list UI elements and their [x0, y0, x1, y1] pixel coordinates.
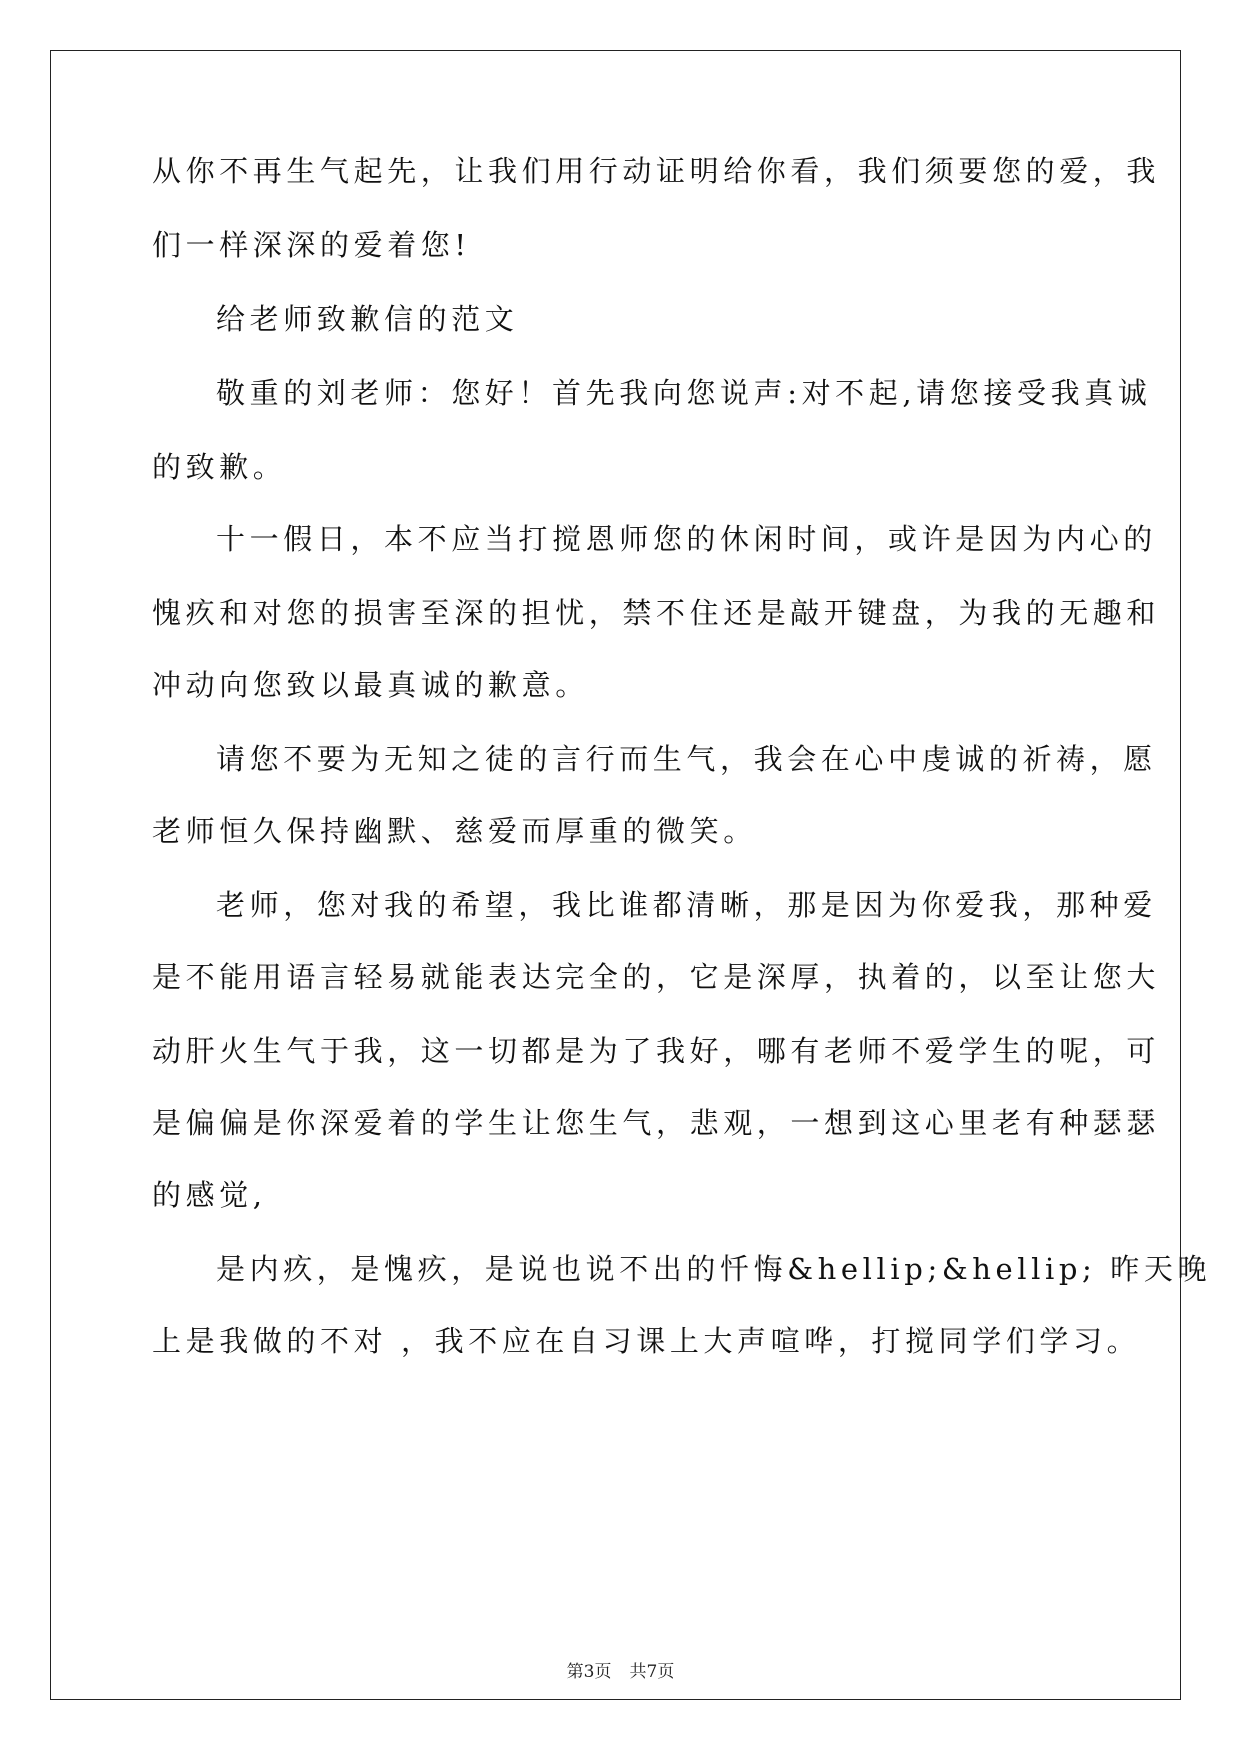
paragraph-line: 的感觉,	[152, 1178, 267, 1212]
paragraph-line: 是内疚，是愧疚，是说也说不出的忏悔&hellip;&hellip; 昨天晚	[216, 1252, 1212, 1286]
paragraph-line: 们一样深深的爱着您!	[152, 228, 471, 262]
paragraph-line: 愧疚和对您的损害至深的担忧，禁不住还是敲开键盘，为我的无趣和	[152, 596, 1161, 630]
page-border	[50, 50, 1181, 1700]
paragraph-line: 老师恒久保持幽默、慈爱而厚重的微笑。	[152, 814, 757, 848]
page-footer	[0, 1660, 1241, 1684]
paragraph-line: 十一假日，本不应当打搅恩师您的休闲时间，或许是因为内心的	[216, 522, 1157, 556]
paragraph-line: 动肝火生气于我，这一切都是为了我好，哪有老师不爱学生的呢，可	[152, 1034, 1161, 1068]
paragraph-line: 请您不要为无知之徒的言行而生气，我会在心中虔诚的祈祷，愿	[216, 742, 1157, 776]
section-heading: 给老师致歉信的范文	[216, 302, 519, 336]
paragraph-line: 是偏偏是你深爱着的学生让您生气，悲观，一想到这心里老有种瑟瑟	[152, 1106, 1161, 1140]
paragraph-line: 上是我做的不对 ，我不应在自习课上大声喧哗，打搅同学们学习。	[152, 1324, 1141, 1358]
paragraph-line: 冲动向您致以最真诚的歉意。	[152, 668, 589, 702]
paragraph-line: 是不能用语言轻易就能表达完全的，它是深厚，执着的，以至让您大	[152, 960, 1161, 994]
paragraph-line: 敬重的刘老师：您好！首先我向您说声:对不起,请您接受我真诚	[216, 376, 1152, 410]
page-number: 第3页	[566, 1662, 612, 1682]
paragraph-line: 从你不再生气起先，让我们用行动证明给你看，我们须要您的爱，我	[152, 154, 1161, 188]
paragraph-line: 老师，您对我的希望，我比谁都清晰，那是因为你爱我，那种爱	[216, 888, 1157, 922]
paragraph-line: 的致歉。	[152, 450, 287, 484]
page-total: 共7页	[629, 1662, 675, 1682]
